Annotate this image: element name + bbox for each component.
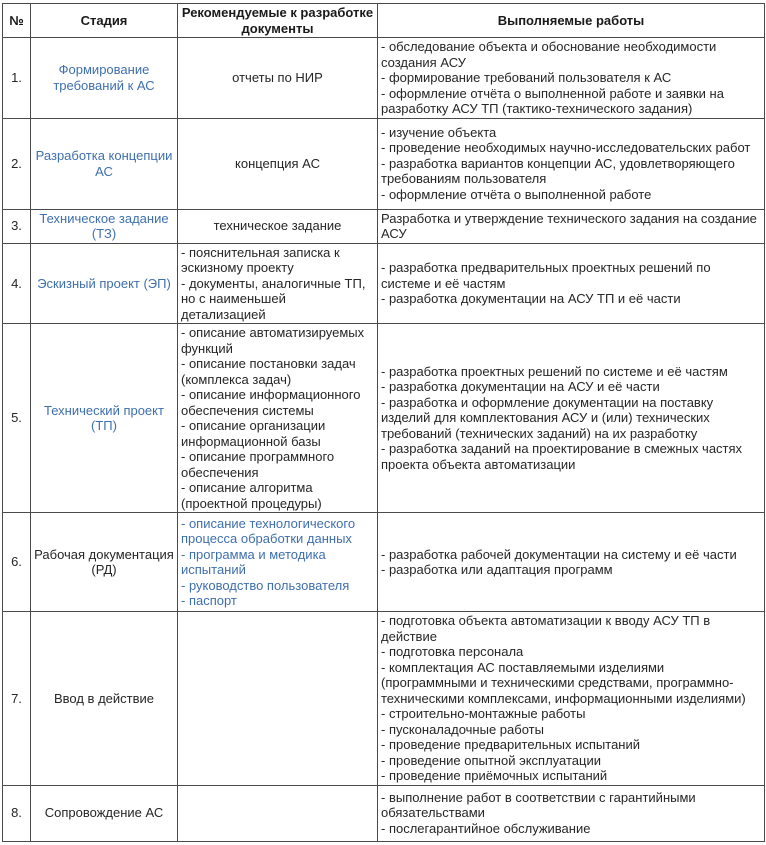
document-link[interactable]: - руководство пользователя (181, 577, 350, 593)
header-row (3, 4, 765, 38)
documents-cell (178, 324, 378, 513)
table-row (3, 785, 765, 841)
documents-cell (178, 243, 378, 324)
work-item: - проведение приёмочных испытаний (381, 768, 608, 783)
work-item: - разработка вариантов концепции АС, удовлетворяющего требованиям пользователя (381, 155, 735, 187)
stage-link[interactable]: Разработка концепции АС (35, 148, 173, 179)
work-item: - строительно-монтажные работы (381, 706, 586, 721)
work-item: - выполнение работ в соответствии с гарантийными обязательствами (381, 789, 696, 821)
document-item: - описание автоматизируемых функций (181, 325, 365, 356)
work-item: - разработка предварительных проектных решений по системе и её частям (381, 260, 711, 291)
works-cell (378, 118, 765, 209)
documents-cell (178, 209, 378, 243)
stage-cell (31, 513, 178, 612)
document-item: отчеты по НИР (232, 70, 323, 85)
document-item: техническое задание (213, 218, 342, 234)
table-row (3, 513, 765, 612)
stage-cell (31, 243, 178, 324)
row-number: 6. (3, 513, 31, 612)
document-item: - описание программного обеспечения (181, 449, 335, 480)
work-item: - проведение необходимых научно-исследовательских работ (381, 140, 751, 156)
work-item: - оформление отчёта о выполненной работе и заявки на разработку АСУ ТП (тактико-технического задания) (381, 85, 724, 116)
work-item: - разработка проектных решений по системе и её частям (381, 363, 728, 379)
document-link[interactable]: - программа и методика испытаний (181, 546, 326, 577)
documents-cell (178, 785, 378, 841)
row-number: 1. (3, 38, 31, 119)
work-item: - обследование объекта и обоснование необходимости создания АСУ (381, 39, 717, 70)
work-item: - разработка или адаптация программ (381, 562, 613, 577)
work-item: - комплектация АС поставляемыми изделиями (программными и техническими средствами, программно-техническими комплексами, информационными изделиями) (381, 659, 746, 706)
document-item: - пояснительная записка к эскизному проекту (181, 244, 340, 275)
work-item: - разработка рабочей документации на систему и её части (381, 546, 737, 562)
document-item: - описание информационного обеспечения системы (181, 387, 361, 418)
work-item: Разработка и утверждение технического задания на создание АСУ (381, 210, 757, 241)
table-row (3, 612, 765, 786)
work-item: - формирование требований пользователя к АС (381, 70, 672, 85)
stage-cell (31, 209, 178, 243)
row-number: 2. (3, 118, 31, 209)
col-header-stage: Стадия (31, 4, 178, 38)
table-row (3, 243, 765, 324)
row-number: 3. (3, 209, 31, 243)
works-cell (378, 785, 765, 841)
work-item: - разработка и оформление документации на поставку изделий для комплектования АСУ и (или) технических требований (технических заданий) на их разработку (381, 394, 714, 441)
row-number: 4. (3, 243, 31, 324)
work-item: - разработка документации на АСУ ТП и её части (381, 291, 681, 306)
stage-link[interactable]: Эскизный проект (ЭП) (37, 275, 171, 291)
document-item: - описание организации информационной базы (181, 418, 326, 449)
stage-cell (31, 118, 178, 209)
stage-link[interactable]: Техническое задание (ТЗ) (39, 210, 169, 241)
work-item: - проведение предварительных испытаний (381, 737, 641, 752)
stages-table (2, 3, 765, 842)
stage-label: Рабочая документация (РД) (34, 546, 174, 577)
stage-label: Сопровождение АС (44, 805, 164, 821)
document-item: - описание постановки задач (комплекса задач) (181, 356, 356, 387)
documents-cell (178, 612, 378, 786)
works-cell (378, 243, 765, 324)
col-header-documents: Рекомендуемые к разработке документы (178, 4, 378, 38)
work-item: - послегарантийное обслуживание (381, 820, 591, 836)
work-item: - пусконаладочные работы (381, 721, 544, 737)
works-cell (378, 324, 765, 513)
col-header-number: № (3, 4, 31, 38)
document-item: - документы, аналогичные ТП, но с наименьшей детализацией (181, 275, 366, 322)
works-cell (378, 38, 765, 119)
works-cell (378, 612, 765, 786)
document-link[interactable]: - описание технологического процесса обработки данных (181, 515, 356, 546)
stage-link[interactable]: Формирование требований к АС (53, 62, 155, 93)
stage-link[interactable]: Технический проект (ТП) (44, 402, 164, 433)
stage-label: Ввод в действие (53, 690, 155, 706)
work-item: - изучение объекта (381, 124, 497, 140)
stage-cell (31, 324, 178, 513)
stage-cell (31, 785, 178, 841)
work-item: - разработка заданий на проектирование в смежных частях проекта объекта автоматизации (381, 441, 743, 472)
document-link[interactable]: - паспорт (181, 593, 237, 608)
row-number: 5. (3, 324, 31, 513)
documents-cell (178, 513, 378, 612)
stage-cell (31, 612, 178, 786)
table-row (3, 118, 765, 209)
work-item: - проведение опытной эксплуатации (381, 752, 601, 768)
document-item: - описание алгоритма (проектной процедуры) (181, 480, 322, 511)
works-cell (378, 513, 765, 612)
row-number: 8. (3, 785, 31, 841)
row-number: 7. (3, 612, 31, 786)
stage-cell (31, 38, 178, 119)
col-header-works: Выполняемые работы (378, 4, 765, 38)
documents-cell (178, 38, 378, 119)
works-cell (378, 209, 765, 243)
table-row (3, 324, 765, 513)
documents-cell (178, 118, 378, 209)
work-item: - подготовка персонала (381, 644, 524, 659)
work-item: - подготовка объекта автоматизации к вводу АСУ ТП в действие (381, 613, 711, 644)
table-row (3, 38, 765, 119)
table-row (3, 209, 765, 243)
table-body (3, 38, 765, 842)
work-item: - разработка документации на АСУ и её части (381, 379, 660, 395)
work-item: - оформление отчёта о выполненной работе (381, 186, 652, 202)
document-item: концепция АС (235, 155, 320, 171)
table-header (3, 4, 765, 38)
